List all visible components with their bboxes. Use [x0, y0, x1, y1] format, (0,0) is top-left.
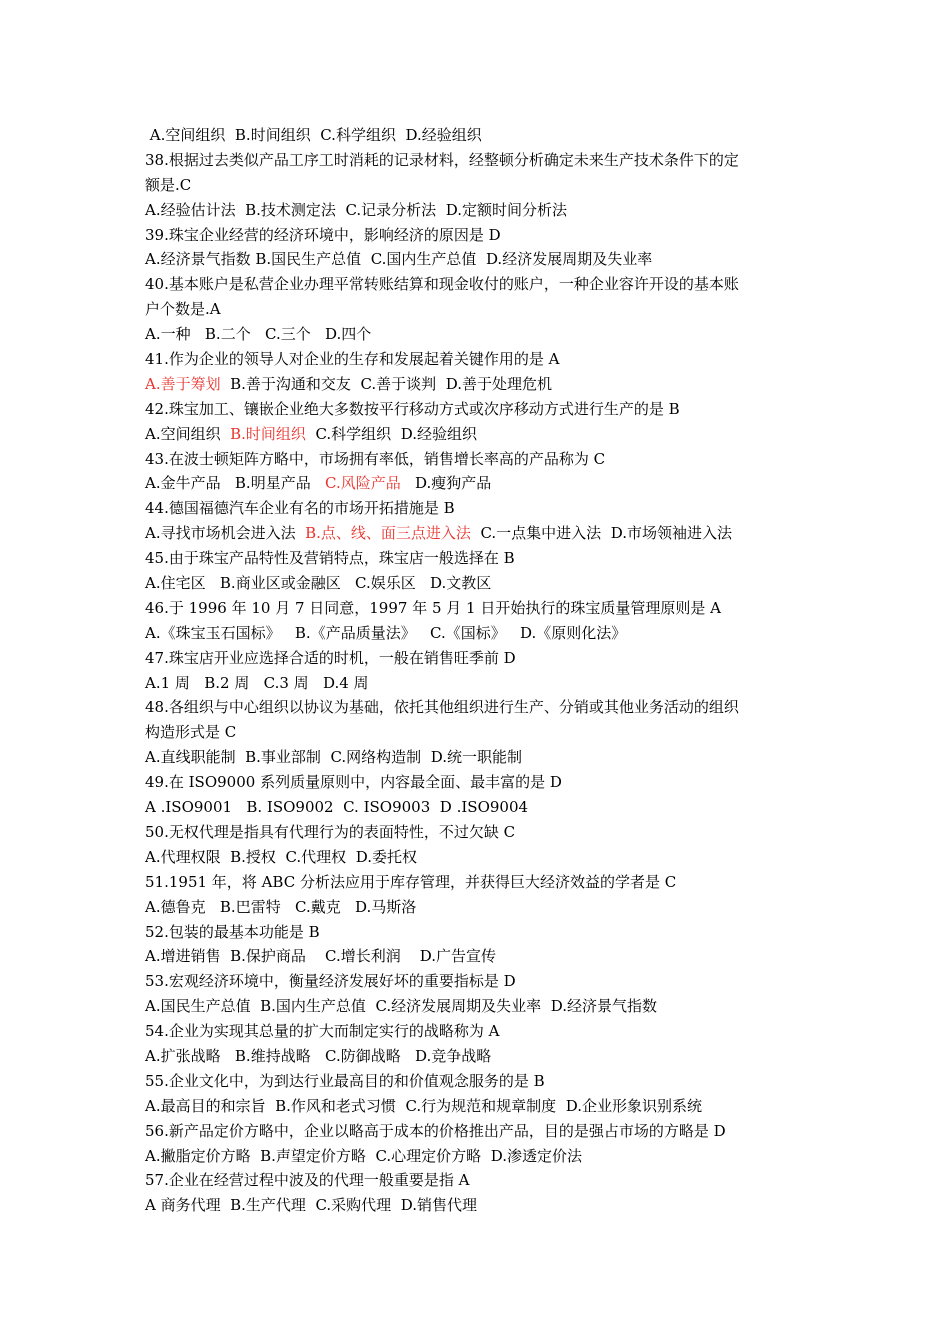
text-segment: 38.根据过去类似产品工序工时消耗的记录材料，经整顿分析确定未来生产技术条件下的定 [145, 150, 739, 169]
text-segment: 52.包装的最基本功能是 B [145, 922, 320, 941]
text-line [145, 247, 825, 272]
text-line [145, 870, 825, 895]
text-segment: A.国民生产总值 B.国内生产总值 C.经济发展周期及失业率 D.经济景气指数 [145, 997, 657, 1016]
text-segment: A.撇脂定价方略 B.声望定价方略 C.心理定价方略 D.渗透定价法 [145, 1146, 582, 1165]
text-segment: A.最高目的和宗旨 B.作风和老式习惯 C.行为规范和规章制度 D.企业形象识别系统 [145, 1096, 702, 1115]
text-segment: C.一点集中进入法 D.市场领袖进入法 [470, 524, 732, 543]
text-line [145, 272, 825, 297]
text-line [145, 496, 825, 521]
text-segment: A.代理权限 B.授权 C.代理权 D.委托权 [145, 847, 417, 866]
text-line [145, 795, 825, 820]
text-line [145, 173, 825, 198]
text-line [145, 969, 825, 994]
text-segment: 54.企业为实现其总量的扩大而制定实行的战略称为 A [145, 1022, 500, 1041]
text-segment: C.科学组织 D.经验组织 [305, 424, 477, 443]
text-segment: 51.1951 年，将 ABC 分析法应用于库存管理，并获得巨大经济效益的学者是 C [145, 872, 677, 891]
text-segment: 40.基本账户是私营企业办理平常转账结算和现金收付的账户，一种企业容许开设的基本账 [145, 275, 739, 294]
text-line [145, 1019, 825, 1044]
text-segment: 48.各组织与中心组织以协议为基础，依托其他组织进行生产、分销或其他业务活动的组织 [145, 698, 739, 717]
text-segment: A.空间组织 B.时间组织 C.科学组织 D.经验组织 [145, 126, 482, 144]
text-segment: A .ISO9001 B. ISO9002 C. ISO9003 D .ISO9004 [145, 798, 529, 817]
text-segment: A.经济景气指数 B.国民生产总值 C.国内生产总值 D.经济发展周期及失业率 [145, 250, 653, 269]
text-line [145, 223, 825, 248]
text-line [145, 745, 825, 770]
document-body [145, 123, 825, 1218]
text-segment: 43.在波士顿矩阵方略中，市场拥有率低，销售增长率高的产品称为 C [145, 449, 606, 468]
text-line [145, 895, 825, 920]
text-segment: 57.企业在经营过程中波及的代理一般重要是指 A [145, 1171, 470, 1190]
text-line [145, 646, 825, 671]
text-segment: A.一种 B.二个 C.三个 D.四个 [145, 325, 372, 344]
text-segment: A.《珠宝玉石国标》 B.《产品质量法》 C.《国标》 D.《原则化法》 [145, 623, 627, 642]
text-line [145, 1044, 825, 1069]
text-segment: A.直线职能制 B.事业部制 C.网络构造制 D.统一职能制 [145, 748, 522, 767]
text-segment: 53.宏观经济环境中，衡量经济发展好坏的重要指标是 D [145, 972, 516, 991]
text-line [145, 447, 825, 472]
text-segment: D.瘦狗产品 [400, 474, 492, 493]
text-line [145, 994, 825, 1019]
highlighted-answer: C.风险产品 [325, 474, 401, 493]
text-line [145, 596, 825, 621]
text-segment: 构造形式是 C [145, 723, 237, 742]
text-segment: A.1 周 B.2 周 C.3 周 D.4 周 [145, 673, 369, 692]
text-line [145, 297, 825, 322]
text-line [145, 820, 825, 845]
text-segment: 39.珠宝企业经营的经济环境中，影响经济的原因是 D [145, 225, 501, 244]
text-line [145, 621, 825, 646]
text-segment: 49.在 ISO9000 系列质量原则中，内容最全面、最丰富的是 D [145, 773, 562, 792]
text-line [145, 422, 825, 447]
text-line [145, 695, 825, 720]
text-line [145, 1193, 825, 1218]
text-line [145, 845, 825, 870]
text-segment: A.增进销售 B.保护商品 C.增长利润 D.广告宣传 [145, 947, 497, 966]
text-segment: A.寻找市场机会进入法 [145, 524, 306, 543]
text-line [145, 123, 825, 148]
text-line [145, 671, 825, 696]
text-segment: A.经验估计法 B.技术测定法 C.记录分析法 D.定额时间分析法 [145, 200, 567, 219]
text-line [145, 148, 825, 173]
text-segment: 56.新产品定价方略中，企业以略高于成本的价格推出产品，目的是强占市场的方略是 D [145, 1121, 726, 1140]
highlighted-answer: B.点、线、面三点进入法 [305, 524, 471, 543]
text-line [145, 1144, 825, 1169]
text-line [145, 347, 825, 372]
text-line [145, 372, 825, 397]
text-line [145, 770, 825, 795]
text-segment: 47.珠宝店开业应选择合适的时机，一般在销售旺季前 D [145, 648, 516, 667]
text-segment: 额是.C [145, 175, 192, 194]
highlighted-answer: A.善于筹划 [145, 374, 221, 393]
text-segment: A.住宅区 B.商业区或金融区 C.娱乐区 D.文教区 [145, 574, 492, 593]
text-line [145, 1069, 825, 1094]
text-segment: A.德鲁克 B.巴雷特 C.戴克 D.马斯洛 [145, 897, 417, 916]
text-segment: B.善于沟通和交友 C.善于谈判 D.善于处理危机 [220, 374, 552, 393]
text-segment: 42.珠宝加工、镶嵌企业绝大多数按平行移动方式或次序移动方式进行生产的是 B [145, 399, 680, 418]
text-line [145, 944, 825, 969]
text-line [145, 920, 825, 945]
text-line [145, 198, 825, 223]
text-segment: A 商务代理 B.生产代理 C.采购代理 D.销售代理 [145, 1196, 477, 1215]
highlighted-answer: B.时间组织 [230, 424, 306, 443]
text-line [145, 1119, 825, 1144]
text-line [145, 720, 825, 745]
text-line [145, 546, 825, 571]
text-line [145, 397, 825, 422]
text-segment: A.金牛产品 B.明星产品 [145, 474, 326, 493]
text-segment: 45.由于珠宝产品特性及营销特点，珠宝店一般选择在 B [145, 549, 515, 568]
text-line [145, 1168, 825, 1193]
text-segment: 44.德国福德汽车企业有名的市场开拓措施是 B [145, 499, 455, 518]
text-line [145, 1094, 825, 1119]
text-segment: A.扩张战略 B.维持战略 C.防御战略 D.竞争战略 [145, 1046, 492, 1065]
text-line [145, 322, 825, 347]
text-line [145, 471, 825, 496]
text-segment: A.空间组织 [145, 424, 231, 443]
text-line [145, 521, 825, 546]
text-segment: 50.无权代理是指具有代理行为的表面特性，不过欠缺 C [145, 822, 516, 841]
text-line [145, 571, 825, 596]
text-segment: 46.于 1996 年 10 月 7 日同意，1997 年 5 月 1 日开始执行的珠宝质量管理原则是 A [145, 598, 721, 617]
text-segment: 55.企业文化中，为到达行业最高目的和价值观念服务的是 B [145, 1071, 545, 1090]
text-segment: 户个数是.A [145, 300, 221, 319]
text-segment: 41.作为企业的领导人对企业的生存和发展起着关键作用的是 A [145, 350, 560, 369]
